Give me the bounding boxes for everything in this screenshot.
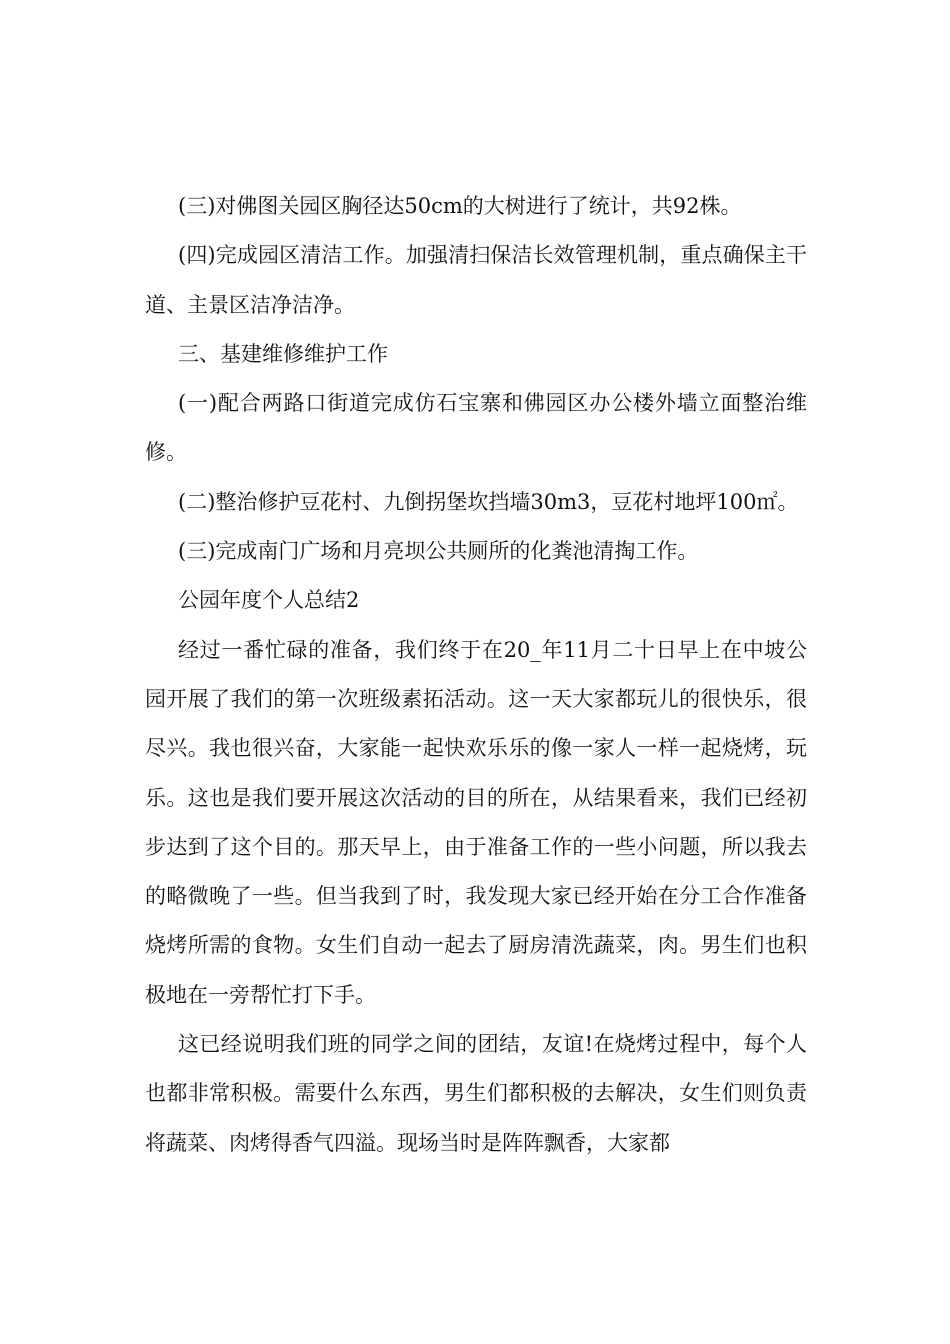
paragraph-activity-intro: 经过一番忙碌的准备，我们终于在20_年11月二十日早上在中坡公园开展了我们的第一次班级素拓活动。这一天大家都玩儿的很快乐，很尽兴。我也很兴奋，大家能一起快欢乐乐的像一家人一样一起烧烤，玩乐。这也是我们要开展这次活动的目的所在，从结果看来，我们已经初步达到了这个目的。那天早上，由于准备工作的一些小问题，所以我去的略微晚了一些。但当我到了时，我发现大家已经开始在分工合作准备烧烤所需的食物。女生们自动一起去了厨房清洗蔬菜，肉。男生们也积极地在一旁帮忙打下手。: [145, 637, 807, 1007]
document-body: [145, 182, 807, 1168]
section-heading-construction: 三、基建维修维护工作: [178, 341, 388, 366]
paragraph-septic-cleaning: (三)完成南门广场和月亮坝公共厕所的化粪池清掏工作。: [178, 539, 699, 564]
paragraph-facade-repair: (一)配合两路口街道完成仿石宝寨和佛园区办公楼外墙立面整治维修。: [145, 391, 807, 465]
paragraph-tree-survey: (三)对佛图关园区胸径达50cm的大树进行了统计，共92株。: [178, 194, 742, 218]
paragraph-teamwork: 这已经说明我们班的同学之间的团结，友谊!在烧烤过程中，每个人也都非常积极。需要什么东西，男生们都积极的去解决，女生们则负责将蔬菜、肉烤得香气四溢。现场当时是阵阵飘香，大家都: [145, 1032, 807, 1155]
paragraph-cleaning-work: (四)完成园区清洁工作。加强清扫保洁长效管理机制，重点确保主干道、主景区洁净洁净。: [145, 243, 807, 317]
paragraph-retaining-wall: (二)整治修护豆花村、九倒拐堡坎挡墙30m3，豆花村地坪100㎡。: [178, 489, 799, 514]
section-heading-summary-2: 公园年度个人总结2: [178, 588, 360, 613]
